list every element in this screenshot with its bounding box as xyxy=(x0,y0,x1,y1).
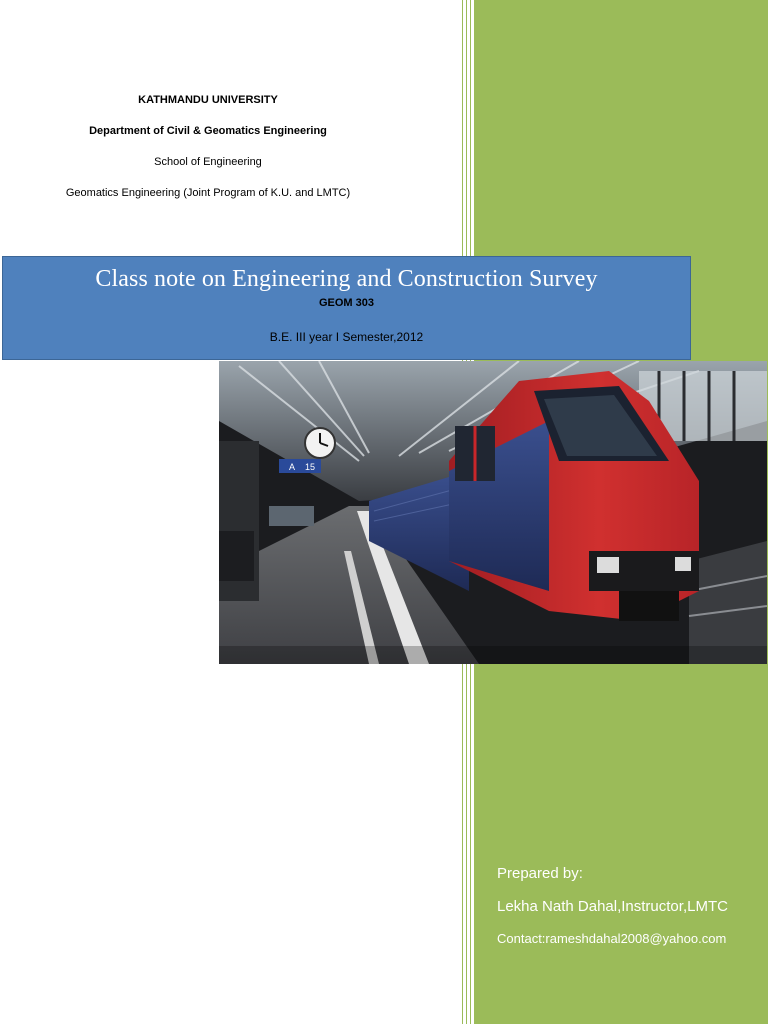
course-code: GEOM 303 xyxy=(318,297,375,309)
author-name: Lekha Nath Dahal,Instructor,LMTC xyxy=(497,898,728,915)
document-title: Class note on Engineering and Construction Survey xyxy=(95,266,598,292)
title-band xyxy=(2,256,691,360)
contact-email: Contact:rameshdahal2008@yahoo.com xyxy=(497,931,727,946)
svg-text:15: 15 xyxy=(305,462,316,472)
program-name: Geomatics Engineering (Joint Program of K.U. and LMTC) xyxy=(65,187,351,199)
semester-info: B.E. III year I Semester,2012 xyxy=(269,330,424,344)
school-name: School of Engineering xyxy=(154,156,262,168)
svg-text:A: A xyxy=(289,462,296,472)
department-name: Department of Civil & Geomatics Engineering xyxy=(89,125,327,137)
prepared-by-label: Prepared by: xyxy=(497,865,583,882)
university-name: KATHMANDU UNIVERSITY xyxy=(138,94,278,106)
cover-photo xyxy=(219,361,767,664)
